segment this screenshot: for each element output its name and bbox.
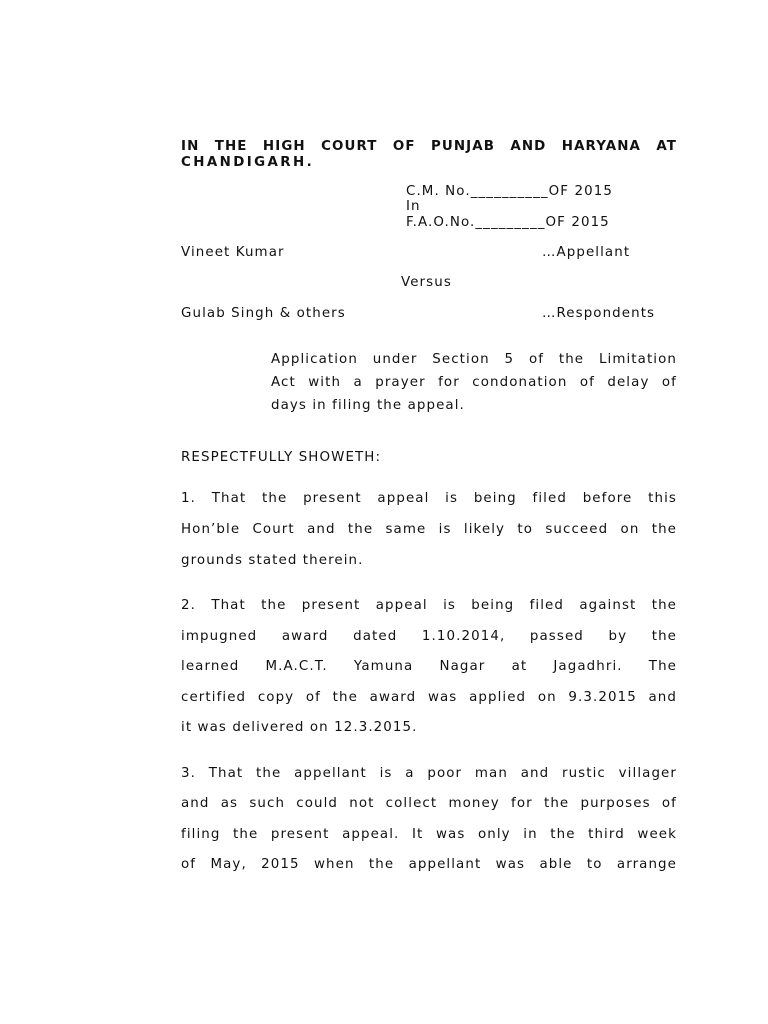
para2-line1: 2. That the present appeal is being filed against the xyxy=(181,598,677,613)
respectfully-showeth: RESPECTFULLY SHOWETH: xyxy=(181,450,382,465)
versus-label: Versus xyxy=(401,275,452,290)
fao-number: F.A.O.No._________OF 2015 xyxy=(406,215,610,230)
para3-line4: of May, 2015 when the appellant was able to arrange xyxy=(181,857,677,872)
application-line1: Application under Section 5 of the Limitation xyxy=(271,352,677,367)
cm-number: C.M. No.__________OF 2015 xyxy=(406,184,613,199)
para2-line2: impugned award dated 1.10.2014, passed by the xyxy=(181,629,677,644)
para3-line2: and as such could not collect money for the purposes of xyxy=(181,796,677,811)
para2-line3: learned M.A.C.T. Yamuna Nagar at Jagadhri. The xyxy=(181,659,677,674)
application-line3: days in filing the appeal. xyxy=(271,398,465,413)
para2-line4: certified copy of the award was applied on 9.3.2015 and xyxy=(181,690,677,705)
case-in: In xyxy=(406,199,421,214)
court-heading-line2: CHANDIGARH. xyxy=(181,155,315,170)
para1-line3: grounds stated therein. xyxy=(181,553,364,568)
para2-line5: it was delivered on 12.3.2015. xyxy=(181,720,418,735)
application-line2: Act with a prayer for condonation of delay of xyxy=(271,375,677,390)
para1-line2: Hon’ble Court and the same is likely to succeed on the xyxy=(181,522,677,537)
appellant-role: …Appellant xyxy=(542,245,631,260)
appellant-name: Vineet Kumar xyxy=(181,245,285,260)
para1-line1: 1. That the present appeal is being filed before this xyxy=(181,491,677,506)
para3-line3: filing the present appeal. It was only in the third week xyxy=(181,827,677,842)
respondent-name: Gulab Singh & others xyxy=(181,306,346,321)
respondent-role: …Respondents xyxy=(542,306,656,321)
court-heading-line1: IN THE HIGH COURT OF PUNJAB AND HARYANA AT xyxy=(181,139,677,154)
para3-line1: 3. That the appellant is a poor man and rustic villager xyxy=(181,766,677,781)
